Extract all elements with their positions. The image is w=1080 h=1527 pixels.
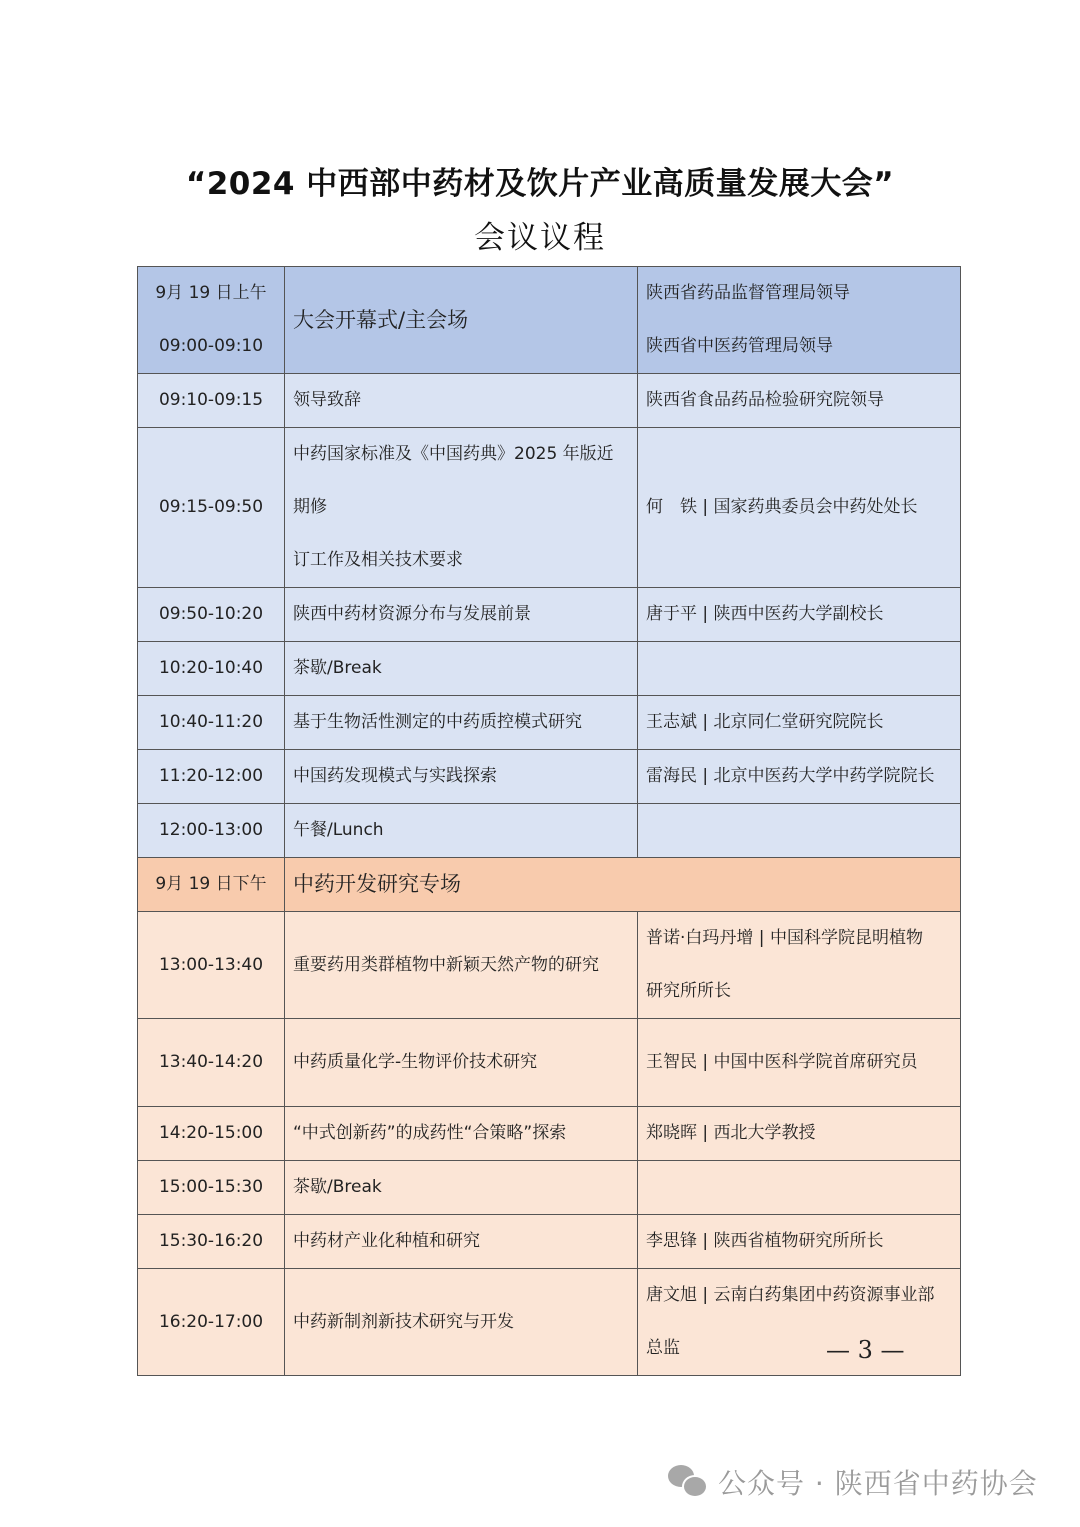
row-speaker: 何 铁 | 国家药典委员会中药处处长	[638, 428, 961, 588]
agenda-row	[138, 1161, 961, 1215]
row-speaker: 李思锋 | 陕西省植物研究所所长	[638, 1215, 961, 1269]
row-speaker: 王志斌 | 北京同仁堂研究院院长	[638, 696, 961, 750]
row-time: 09:15-09:50	[138, 428, 285, 588]
row-time: 11:20-12:00	[138, 750, 285, 804]
agenda-row	[138, 588, 961, 642]
document-subtitle: 会议议程	[474, 220, 606, 256]
agenda-row	[138, 374, 961, 428]
row-time: 09:50-10:20	[138, 588, 285, 642]
row-topic: 茶歇/Break	[285, 642, 638, 696]
row-topic	[285, 428, 638, 588]
afternoon-session-title: 中药开发研究专场	[285, 858, 961, 912]
topic-line: 订工作及相关技术要求	[293, 550, 463, 570]
agenda-row	[138, 804, 961, 858]
row-time: 16:20-17:00	[138, 1269, 285, 1376]
speaker-line: 唐文旭 | 云南白药集团中药资源事业部	[646, 1285, 935, 1305]
speaker-line: 研究所所长	[646, 981, 731, 1001]
row-time: 13:40-14:20	[138, 1019, 285, 1107]
row-time: 10:20-10:40	[138, 642, 285, 696]
row-speaker: 唐于平 | 陕西中医药大学副校长	[638, 588, 961, 642]
row-topic: 重要药用类群植物中新颖天然产物的研究	[285, 912, 638, 1019]
speaker: 陕西省药品监督管理局领导	[646, 283, 850, 303]
agenda-row	[138, 750, 961, 804]
morning-date: 9月 19 日上午	[155, 283, 267, 303]
row-topic: 中国药发现模式与实践探索	[285, 750, 638, 804]
row-time: 09:10-09:15	[138, 374, 285, 428]
row-speaker: 王智民 | 中国中医科学院首席研究员	[638, 1019, 961, 1107]
row-time: 15:30-16:20	[138, 1215, 285, 1269]
row-speaker: 郑晓晖 | 西北大学教授	[638, 1107, 961, 1161]
speaker-line: 普诺·白玛丹增 | 中国科学院昆明植物	[646, 928, 923, 948]
morning-session-title: 大会开幕式/主会场	[285, 267, 638, 374]
topic-line: 中药国家标准及《中国药典》2025 年版近期修	[293, 444, 614, 517]
row-topic: 中药新制剂新技术研究与开发	[285, 1269, 638, 1376]
agenda-row	[138, 1215, 961, 1269]
agenda-row	[138, 1107, 961, 1161]
row-time: 15:00-15:30	[138, 1161, 285, 1215]
morning-opening-speakers	[638, 267, 961, 374]
row-speaker	[638, 642, 961, 696]
row-topic: 中药材产业化种植和研究	[285, 1215, 638, 1269]
row-topic: 午餐/Lunch	[285, 804, 638, 858]
speaker: 陕西省中医药管理局领导	[646, 336, 833, 356]
document-title: “2024 中西部中药材及饮片产业高质量发展大会”	[185, 166, 895, 202]
row-speaker	[638, 912, 961, 1019]
agenda-row	[138, 1019, 961, 1107]
wechat-icon	[668, 1465, 708, 1499]
watermark-text: 公众号 · 陕西省中药协会	[718, 1467, 1038, 1500]
agenda-row	[138, 912, 961, 1019]
row-topic: “中式创新药”的成药性“合策略”探索	[285, 1107, 638, 1161]
row-time: 12:00-13:00	[138, 804, 285, 858]
row-speaker	[638, 804, 961, 858]
row-speaker: 陕西省食品药品检验研究院领导	[638, 374, 961, 428]
agenda-row	[138, 696, 961, 750]
row-speaker: 雷海民 | 北京中医药大学中药学院院长	[638, 750, 961, 804]
afternoon-header-row	[138, 858, 961, 912]
agenda-row	[138, 642, 961, 696]
row-topic: 中药质量化学-生物评价技术研究	[285, 1019, 638, 1107]
afternoon-date: 9月 19 日下午	[138, 858, 285, 912]
row-topic: 领导致辞	[285, 374, 638, 428]
row-speaker	[638, 1269, 961, 1376]
agenda-table	[137, 266, 961, 1376]
row-speaker	[638, 1161, 961, 1215]
row-topic: 陕西中药材资源分布与发展前景	[285, 588, 638, 642]
speaker-line: 总监	[646, 1338, 680, 1358]
watermark	[668, 1462, 1038, 1502]
row-time: 10:40-11:20	[138, 696, 285, 750]
page-number: — 3 —	[826, 1336, 905, 1364]
row-time: 14:20-15:00	[138, 1107, 285, 1161]
row-time: 13:00-13:40	[138, 912, 285, 1019]
agenda-row	[138, 428, 961, 588]
morning-opening-time: 09:00-09:10	[158, 336, 264, 356]
row-topic: 基于生物活性测定的中药质控模式研究	[285, 696, 638, 750]
row-topic: 茶歇/Break	[285, 1161, 638, 1215]
morning-date-time	[138, 267, 285, 374]
morning-header-row	[138, 267, 961, 374]
